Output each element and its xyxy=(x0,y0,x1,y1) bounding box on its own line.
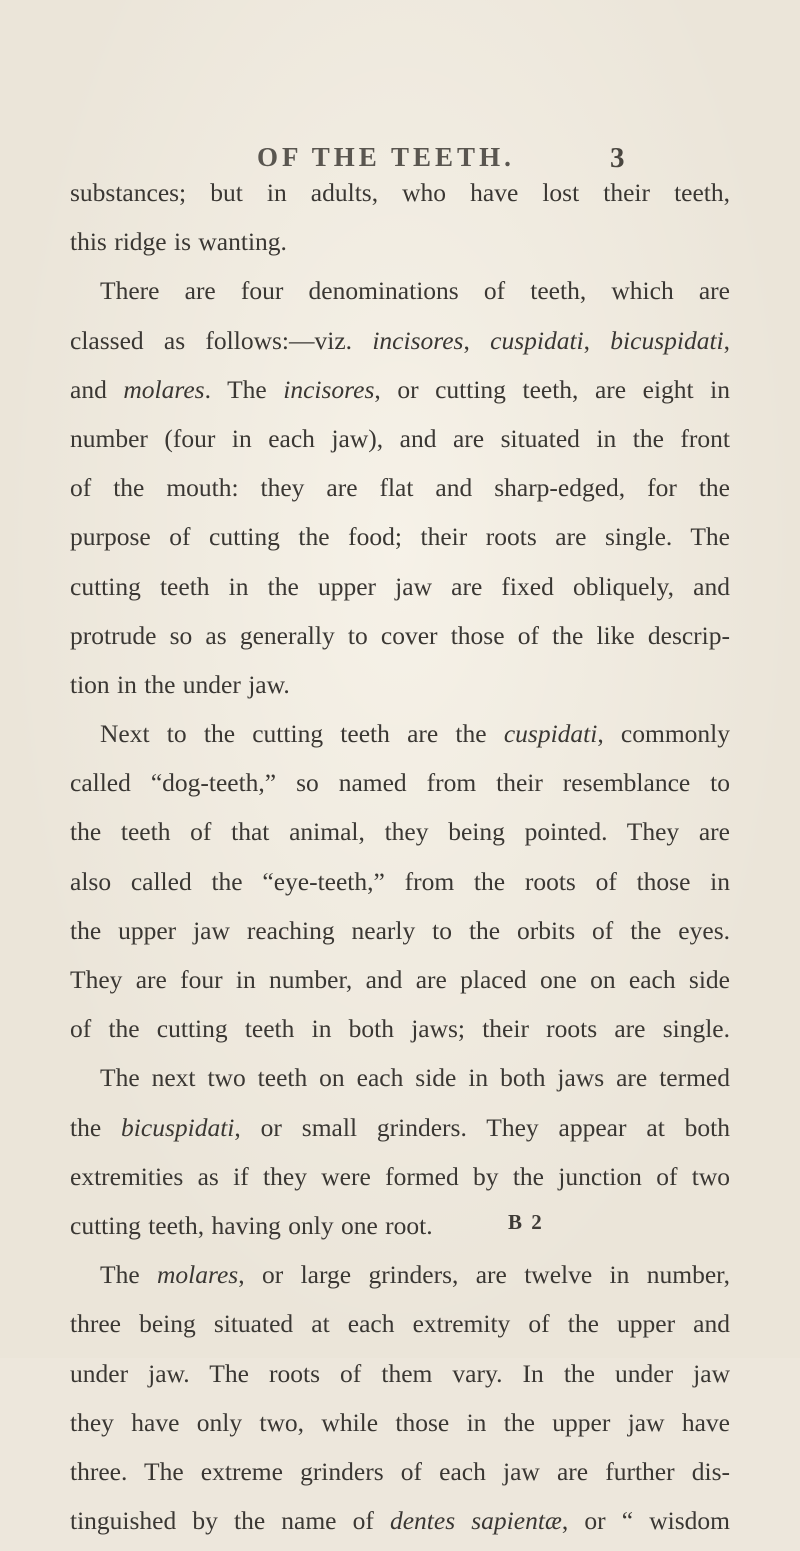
text-line: of the cutting teeth in both jaws; their roots are single. xyxy=(70,1014,730,1044)
text-line: substances; but in adults, who have lost their teeth, xyxy=(70,178,730,207)
text-line: There are four denominations of teeth, which are xyxy=(100,276,730,306)
page-number: 3 xyxy=(610,142,625,174)
text-line: The molares, or large grinders, are twelve in number, xyxy=(100,1260,730,1290)
text-line: cutting teeth in the upper jaw are fixed obliquely, and xyxy=(70,571,730,601)
text-line: tinguished by the name of dentes sapientæ, or “ wisdom xyxy=(70,1506,730,1536)
running-head: OF THE TEETH. xyxy=(257,142,515,172)
text-line: protrude so as generally to cover those of the like descrip- xyxy=(70,620,730,650)
text-line: called “dog-teeth,” so named from their resemblance to xyxy=(70,768,730,798)
text-line: the bicuspidati, or small grinders. They appear at both xyxy=(70,1112,730,1142)
text-line: they have only two, while those in the upper jaw have xyxy=(70,1407,730,1437)
text-line: number (four in each jaw), and are situated in the front xyxy=(70,423,730,453)
text-line: this ridge is wanting. xyxy=(70,227,287,257)
text-line: tion in the under jaw. xyxy=(70,669,290,699)
text-line: under jaw. The roots of them vary. In the under jaw xyxy=(70,1358,730,1388)
text-line: extremities as if they were formed by the junction of two xyxy=(70,1161,730,1191)
text-line: three being situated at each extremity of the upper and xyxy=(70,1309,730,1339)
body-text xyxy=(70,174,730,1551)
text-line: the teeth of that animal, they being pointed. They are xyxy=(70,817,730,847)
text-line: of the mouth: they are flat and sharp-edged, for the xyxy=(70,473,730,503)
text-line: They are four in number, and are placed one on each side xyxy=(70,965,730,994)
text-line: Next to the cutting teeth are the cuspidati, commonly xyxy=(100,719,730,749)
text-line: cutting teeth, having only one root. xyxy=(70,1210,433,1240)
text-line: three. The extreme grinders of each jaw are further dis- xyxy=(70,1456,730,1486)
text-line: also called the “eye-teeth,” from the roots of those in xyxy=(70,866,730,896)
signature-mark: B 2 xyxy=(508,1210,544,1234)
text-line: The next two teeth on each side in both jaws are termed xyxy=(100,1063,730,1093)
text-line: classed as follows:—viz. incisores, cuspidati, bicuspidati, xyxy=(70,325,730,355)
text-line: the upper jaw reaching nearly to the orbits of the eyes. xyxy=(70,915,730,945)
text-line: purpose of cutting the food; their roots are single. The xyxy=(70,522,730,552)
text-line: and molares. The incisores, or cutting teeth, are eight in xyxy=(70,374,730,404)
